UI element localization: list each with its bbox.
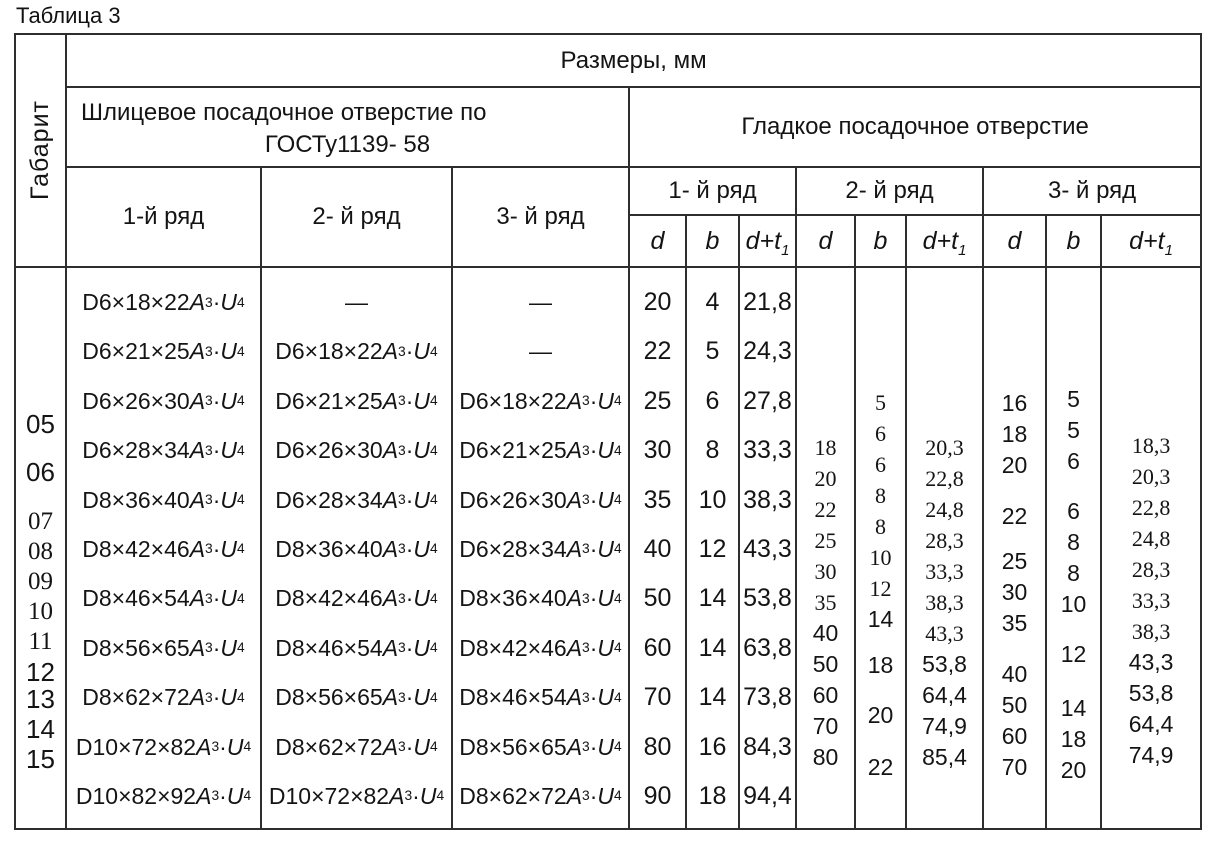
b-value: 12: [698, 534, 727, 563]
gabarit-body-cell: [15, 267, 66, 829]
dt1-value: 53,8: [1128, 679, 1174, 706]
b-value: 8: [875, 483, 886, 508]
spline-designation: D6×28×34 A 3 · U 4: [275, 486, 438, 513]
d-value: 35: [1001, 609, 1028, 636]
table-caption: Таблица 3: [16, 3, 121, 28]
d-value: 25: [1001, 547, 1028, 574]
gabarit-value: 12: [26, 657, 55, 687]
b-value: 12: [1060, 641, 1087, 667]
spline-designation: D8×46×54 A 3 · U 4: [275, 634, 438, 661]
spline-designation: D8×36×40 A 3 · U 4: [275, 535, 438, 562]
col-header-b-2: b: [855, 215, 906, 267]
dt1-value: 33,3: [925, 558, 964, 584]
spline-series3-cell: [452, 267, 629, 829]
spline-designation: D8×36×40 A 3 · U 4: [459, 585, 622, 612]
b-value: 18: [698, 781, 727, 810]
spline-designation: D8×36×40 A 3 · U 4: [82, 486, 245, 513]
b-value: 20: [867, 702, 894, 728]
d-value: 18: [814, 434, 837, 460]
spline-designation: D8×56×65 A 3 · U 4: [459, 733, 622, 760]
spline-designation: —: [529, 338, 552, 365]
b-value: 5: [875, 390, 886, 415]
d-value: 30: [1001, 578, 1028, 605]
col-header-d-3: d: [983, 215, 1046, 267]
d-value: 18: [1001, 420, 1028, 447]
dt1-value: 63,8: [743, 633, 792, 662]
dt1-value: 33,3: [1131, 587, 1171, 613]
spline-designation: D8×62×72 A 3 · U 4: [459, 782, 622, 809]
dt1-value: 24,8: [1131, 525, 1171, 551]
d-value: 80: [643, 732, 672, 761]
spline-designation: D6×18×22 A 3 · U 4: [82, 289, 245, 316]
spline-designation: D8×42×46 A 3 · U 4: [82, 535, 245, 562]
d-value: 22: [1001, 502, 1028, 529]
smooth3-b-cell: [1046, 267, 1101, 829]
d-value: 40: [1001, 660, 1028, 687]
b-value: 6: [875, 452, 886, 477]
d-value: 20: [1001, 451, 1028, 478]
smooth-series1-header: 1- й ряд: [629, 167, 796, 215]
dt1-value: 74,9: [1128, 741, 1174, 768]
smooth3-d-cell: [983, 267, 1046, 829]
dt1-value: 64,4: [922, 681, 967, 708]
dt1-value: 18,3: [1131, 432, 1171, 458]
gabarit-value: 15: [26, 744, 55, 774]
d-value: 70: [812, 712, 839, 739]
d-value: 80: [812, 743, 839, 770]
b-value: 16: [698, 732, 727, 761]
dt1-value: 24,3: [743, 337, 792, 366]
spline-designation: D10×72×82 A 3 · U 4: [268, 782, 445, 809]
b-value: 5: [1067, 386, 1080, 412]
gabarit-value: 08: [28, 538, 53, 565]
gabarit-value: 10: [28, 598, 53, 625]
d-value: 40: [643, 534, 672, 563]
d-value: 90: [643, 781, 672, 810]
col-header-dt1-3: $d+t_1$: [1101, 215, 1201, 267]
b-value: 5: [1067, 417, 1080, 443]
dt1-value: 33,3: [743, 436, 792, 465]
b-value: 6: [1067, 448, 1080, 474]
spline-designation: D6×26×30 A 3 · U 4: [82, 387, 245, 414]
b-value: 14: [698, 633, 727, 662]
smooth2-b-cell: [855, 267, 906, 829]
col-header-d-2: d: [796, 215, 855, 267]
d-value: 22: [643, 337, 672, 366]
b-value: 22: [867, 754, 894, 780]
d-value: 35: [814, 589, 837, 615]
d-value: 30: [643, 436, 672, 465]
spline-designation: D8×62×72 A 3 · U 4: [82, 684, 245, 711]
d-value: 50: [1001, 691, 1028, 718]
dt1-value: 24,8: [925, 496, 964, 522]
b-value: 10: [869, 545, 892, 570]
b-value: 20: [1060, 757, 1087, 783]
spline-designation: D6×21×25 A 3 · U 4: [82, 338, 245, 365]
dt1-value: 53,8: [922, 650, 967, 677]
d-value: 60: [812, 681, 839, 708]
spline-designation: D8×46×54 A 3 · U 4: [459, 684, 622, 711]
size-units-header: Размеры, мм: [66, 34, 1201, 87]
d-value: 25: [814, 527, 837, 553]
dt1-value: 43,3: [1128, 648, 1174, 675]
spline-designation: D8×62×72 A 3 · U 4: [275, 733, 438, 760]
dt1-value: 27,8: [743, 386, 792, 415]
spline-designation: D6×26×30 A 3 · U 4: [459, 486, 622, 513]
gabarit-value: 11: [28, 628, 53, 655]
spline-designation: —: [345, 289, 368, 316]
spline-series1-cell: [66, 267, 261, 829]
dt1-value: 73,8: [743, 683, 792, 712]
b-value: 6: [705, 386, 720, 415]
dt1-value: 43,3: [925, 620, 964, 646]
spline-designation: D6×21×25 A 3 · U 4: [459, 437, 622, 464]
spline-designation: D8×42×46 A 3 · U 4: [459, 634, 622, 661]
spline-series2-cell: [261, 267, 452, 829]
d-value: 25: [643, 386, 672, 415]
b-value: 10: [1060, 591, 1087, 617]
d-value: 20: [643, 288, 672, 317]
b-value: 6: [1067, 498, 1080, 524]
spline-section-title-line2: ГОСТу1139- 58: [264, 131, 431, 158]
d-value: 20: [814, 465, 837, 491]
b-value: 18: [867, 652, 894, 678]
smooth-series3-header: 3- й ряд: [983, 167, 1201, 215]
dt1-value: 64,4: [1128, 710, 1174, 737]
b-value: 8: [875, 514, 886, 539]
b-value: 8: [1067, 529, 1080, 555]
smooth3-dt1-cell: [1101, 267, 1201, 829]
gabarit-value: 14: [26, 714, 55, 744]
dt1-value: 85,4: [922, 743, 967, 770]
dt1-value: 43,3: [743, 534, 792, 563]
spline-designation: —: [529, 289, 552, 316]
d-value: 40: [812, 619, 839, 646]
spline-designation: D8×56×65 A 3 · U 4: [82, 634, 245, 661]
d-value: 35: [643, 485, 672, 514]
b-value: 14: [867, 606, 894, 632]
smooth1-dt1-cell: [739, 267, 796, 829]
dimensions-table: [14, 33, 1202, 830]
smooth2-d-cell: [796, 267, 855, 829]
d-value: 50: [643, 584, 672, 613]
col-header-d-1: d: [629, 215, 686, 267]
dt1-value: 28,3: [1131, 556, 1171, 582]
gabarit-value: 09: [28, 568, 53, 595]
dt1-value: 22,8: [925, 465, 964, 491]
d-value: 16: [1001, 389, 1028, 416]
d-value: 70: [1001, 753, 1028, 780]
d-value: 50: [812, 650, 839, 677]
dt1-value: 28,3: [925, 527, 964, 553]
b-value: 8: [705, 436, 720, 465]
b-value: 8: [1067, 560, 1080, 586]
smooth-series2-header: 2- й ряд: [796, 167, 983, 215]
spline-designation: D6×28×34 A 3 · U 4: [82, 437, 245, 464]
col-header-dt1-2: $d+t_1$: [906, 215, 983, 267]
dt1-value: 38,3: [925, 589, 964, 615]
b-value: 6: [875, 421, 886, 446]
spline-designation: D6×18×22 A 3 · U 4: [459, 387, 622, 414]
gabarit-label: Габарит: [26, 100, 54, 201]
gabarit-value: 06: [26, 457, 55, 487]
gabarit-value: 05: [26, 409, 55, 439]
b-value: 18: [1060, 726, 1087, 752]
spline-designation: D6×18×22 A 3 · U 4: [275, 338, 438, 365]
smooth1-b-cell: [686, 267, 739, 829]
b-value: 14: [698, 584, 727, 613]
spline-section-header: [66, 87, 629, 167]
spline-designation: D6×28×34 A 3 · U 4: [459, 535, 622, 562]
b-value: 5: [705, 337, 720, 366]
spline-series3-header: 3- й ряд: [452, 167, 629, 267]
gabarit-value: 07: [28, 508, 53, 535]
d-value: 60: [1001, 722, 1028, 749]
b-value: 10: [698, 485, 727, 514]
smooth-section-header: Гладкое посадочное отверстие: [629, 87, 1201, 167]
gabarit-column-header: [15, 34, 66, 267]
col-header-b-3: b: [1046, 215, 1101, 267]
spline-designation: D8×46×54 A 3 · U 4: [82, 585, 245, 612]
d-value: 70: [643, 683, 672, 712]
spline-designation: D6×21×25 A 3 · U 4: [275, 387, 438, 414]
d-value: 60: [643, 633, 672, 662]
spline-series2-header: 2- й ряд: [261, 167, 452, 267]
d-value: 22: [814, 496, 837, 522]
dt1-value: 84,3: [743, 732, 792, 761]
dt1-value: 22,8: [1131, 494, 1171, 520]
smooth1-d-cell: [629, 267, 686, 829]
spline-series1-header: 1-й ряд: [66, 167, 261, 267]
dt1-value: 20,3: [1131, 463, 1171, 489]
dt1-value: 53,8: [743, 584, 792, 613]
col-header-dt1-1: $d+t_1$: [739, 215, 796, 267]
dt1-value: 20,3: [925, 434, 964, 460]
col-header-b-1: b: [686, 215, 739, 267]
spline-designation: D10×82×92 A 3 · U 4: [75, 782, 252, 809]
b-value: 14: [1060, 695, 1087, 721]
b-value: 14: [698, 683, 727, 712]
b-value: 12: [869, 576, 892, 601]
spline-designation: D10×72×82 A 3 · U 4: [75, 733, 252, 760]
gabarit-value: 13: [26, 684, 55, 714]
dt1-value: 38,3: [1131, 618, 1171, 644]
dt1-value: 74,9: [922, 712, 967, 739]
dt1-value: 21,8: [743, 288, 792, 317]
dt1-value: 38,3: [743, 485, 792, 514]
spline-designation: D6×26×30 A 3 · U 4: [275, 437, 438, 464]
smooth2-dt1-cell: [906, 267, 983, 829]
spline-designation: D8×56×65 A 3 · U 4: [275, 684, 438, 711]
spline-section-title-line1: Шлицевое посадочное отверстие по: [81, 99, 487, 126]
b-value: 4: [705, 288, 720, 317]
dt1-value: 94,4: [743, 781, 792, 810]
spline-designation: D8×42×46 A 3 · U 4: [275, 585, 438, 612]
d-value: 30: [814, 558, 837, 584]
